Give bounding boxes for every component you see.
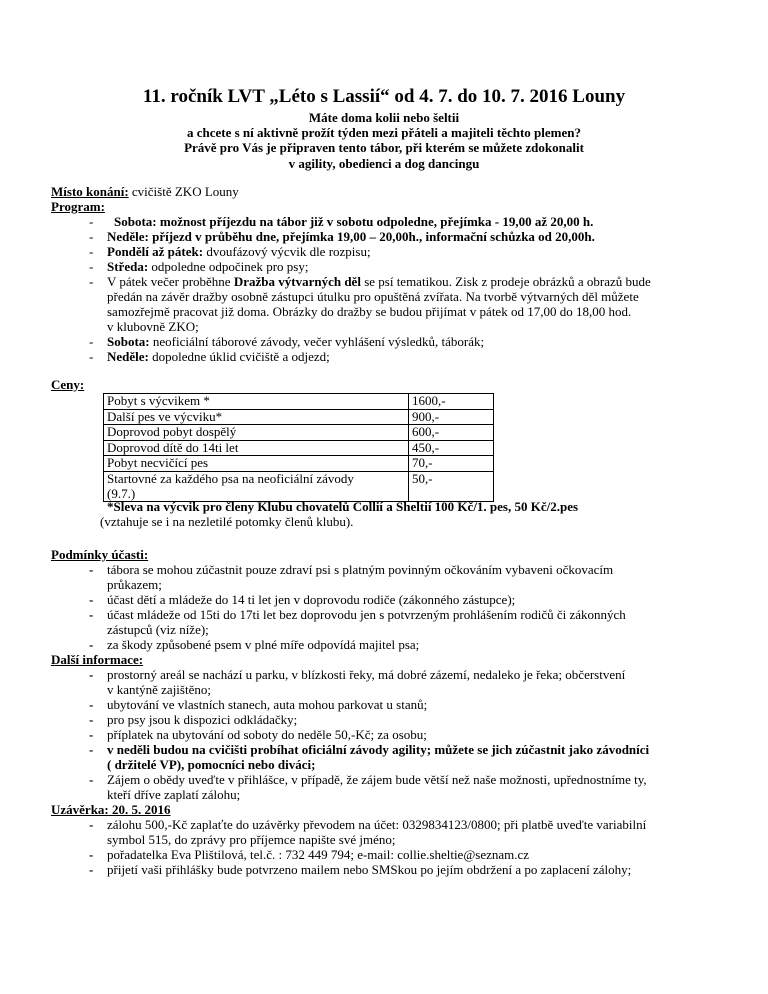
intro-line: v agility, obedienci a dog dancingu [288,155,480,171]
list-item: - účast mládeže od 15ti do 17ti let bez doprovodu jen s potvrzeným prohlášením rodičů či zákonných zástupců (viz níže); [89,607,626,637]
intro-line: Právě pro Vás je připraven tento tábor, při kterém se můžete zdokonalit [184,140,584,156]
list-item: - prostorný areál se nachází u parku, v blízkosti řeky, má dobré zázemí, nedaleko je řeka; občerstvení v kantýně zajištěno; [89,667,626,697]
discount-note: *Sleva na výcvik pro členy Klubu chovatelů Collií a Sheltií 100 Kč/1. pes, 50 Kč/2.pes [107,499,579,514]
price-item: Doprovod pobyt dospělý [104,425,409,441]
price-item: Pobyt s výcvikem * [104,394,409,410]
location-label: Místo konání: [51,184,129,199]
price-value: 70,- [409,456,494,472]
list-item: - pořadatelka Eva Plištilová, tel.č. : 732 449 794; e-mail: collie.sheltie@seznam.cz [89,847,530,862]
discount-subnote: (vztahuje se i na nezletilé potomky členů klubu). [100,514,354,529]
more-info-label: Další informace: [51,652,144,667]
list-item: - ubytování ve vlastních stanech, auta mohou parkovat u stanů; [89,697,428,712]
intro-line: Máte doma kolii nebo šeltii [308,110,460,125]
price-item: Pobyt necvičící pes [104,456,409,472]
price-value: 600,- [409,425,494,441]
list-item: - přijetí vaši přihlášky bude potvrzeno mailem nebo SMSkou po jejím obdržení a po zaplacení zálohy; [89,862,632,877]
more-info-list [51,667,721,802]
program-list [51,214,721,364]
prices-label: Ceny: [51,377,85,392]
price-item: Startovné za každého psa na neoficiální závody (9.7.) [104,471,409,501]
program-item-auction: - V pátek večer proběhne Dražba výtvarných děl se psí tematikou. Zisk z prodeje obrázků a obrazů bude předán na závěr dražby osobně zástupci útulku pro opuštěná zvířata. Na tvorbě výtvarných děl můžete samozřejmě pracovat již doma. Obrázky do dražby se budou přijímat v pátek od 17,00 do 18,00 hod. v klubovně ZKO; [89,274,651,334]
list-item: - účast dětí a mládeže do 14 ti let jen v doprovodu rodiče (zákonného zástupce); [89,592,516,607]
price-value: 450,- [409,440,494,456]
table-row [104,440,494,456]
list-item: - Zájem o obědy uveďte v přihlášce, v případě, že zájem bude větší než naše možnosti, upřednostníme ty, kteří dříve zaplatí zálohu; [89,772,647,802]
price-value: 1600,- [409,394,494,410]
intro-text [0,110,768,171]
table-row [104,456,494,472]
conditions-label: Podmínky účasti: [51,547,149,562]
program-item: - Středa: odpoledne odpočinek pro psy; [89,259,309,274]
program-item: - Sobota: možnost příjezdu na tábor již v sobotu odpoledne, přejímka - 19,00 až 20,00 h. [89,214,594,229]
table-row [104,471,494,501]
price-item: Doprovod dítě do 14ti let [104,440,409,456]
list-item: - pro psy jsou k dispozici odkládačky; [89,712,298,727]
deadline-label: Uzávěrka: 20. 5. 2016 [51,802,171,817]
table-row [104,394,494,410]
page-title: 11. ročník LVT „Léto s Lassií“ od 4. 7. do 10. 7. 2016 Louny [142,86,626,107]
location-line [51,184,721,199]
program-item: - Pondělí až pátek: dvoufázový výcvik dle rozpisu; [89,244,371,259]
price-table [103,393,494,502]
list-item: - zálohu 500,-Kč zaplaťte do uzávěrky převodem na účet: 0329834123/0800; při platbě uveďte variabilní symbol 515, do zprávy pro příjemce napište své jméno; [89,817,647,847]
deadline-list [51,817,721,877]
table-row [104,425,494,441]
program-item: - Neděle: dopoledne úklid cvičiště a odjezd; [89,349,330,364]
conditions-list [51,562,721,652]
program-item: - Neděle: příjezd v průběhu dne, přejímka 19,00 – 20,00h., informační schůzka od 20,00h. [89,229,595,244]
price-value: 50,- [409,471,494,501]
price-value: 900,- [409,409,494,425]
program-label: Program: [51,199,105,214]
list-item: - za škody způsobené psem v plné míře odpovídá majitel psa; [89,637,420,652]
price-item: Další pes ve výcviku* [104,409,409,425]
location-value: cvičiště ZKO Louny [128,184,239,199]
list-item: - tábora se mohou zúčastnit pouze zdraví psi s platným povinným očkováním vybaveni očkovacím průkazem; [89,562,614,592]
list-item-highlight: - v neděli budou na cvičišti probíhat oficiální závody agility; můžete se jich zúčastnit jako závodníci ( držitelé VP), pomocníci nebo diváci; [89,742,650,772]
intro-line: a chcete s ní aktivně prožít týden mezi přáteli a majiteli těchto plemen? [186,125,581,141]
list-item: - příplatek na ubytování od soboty do neděle 50,-Kč; za osobu; [89,727,427,742]
table-row [104,409,494,425]
program-item: - Sobota: neoficiální táborové závody, večer vyhlášení výsledků, táborák; [89,334,485,349]
